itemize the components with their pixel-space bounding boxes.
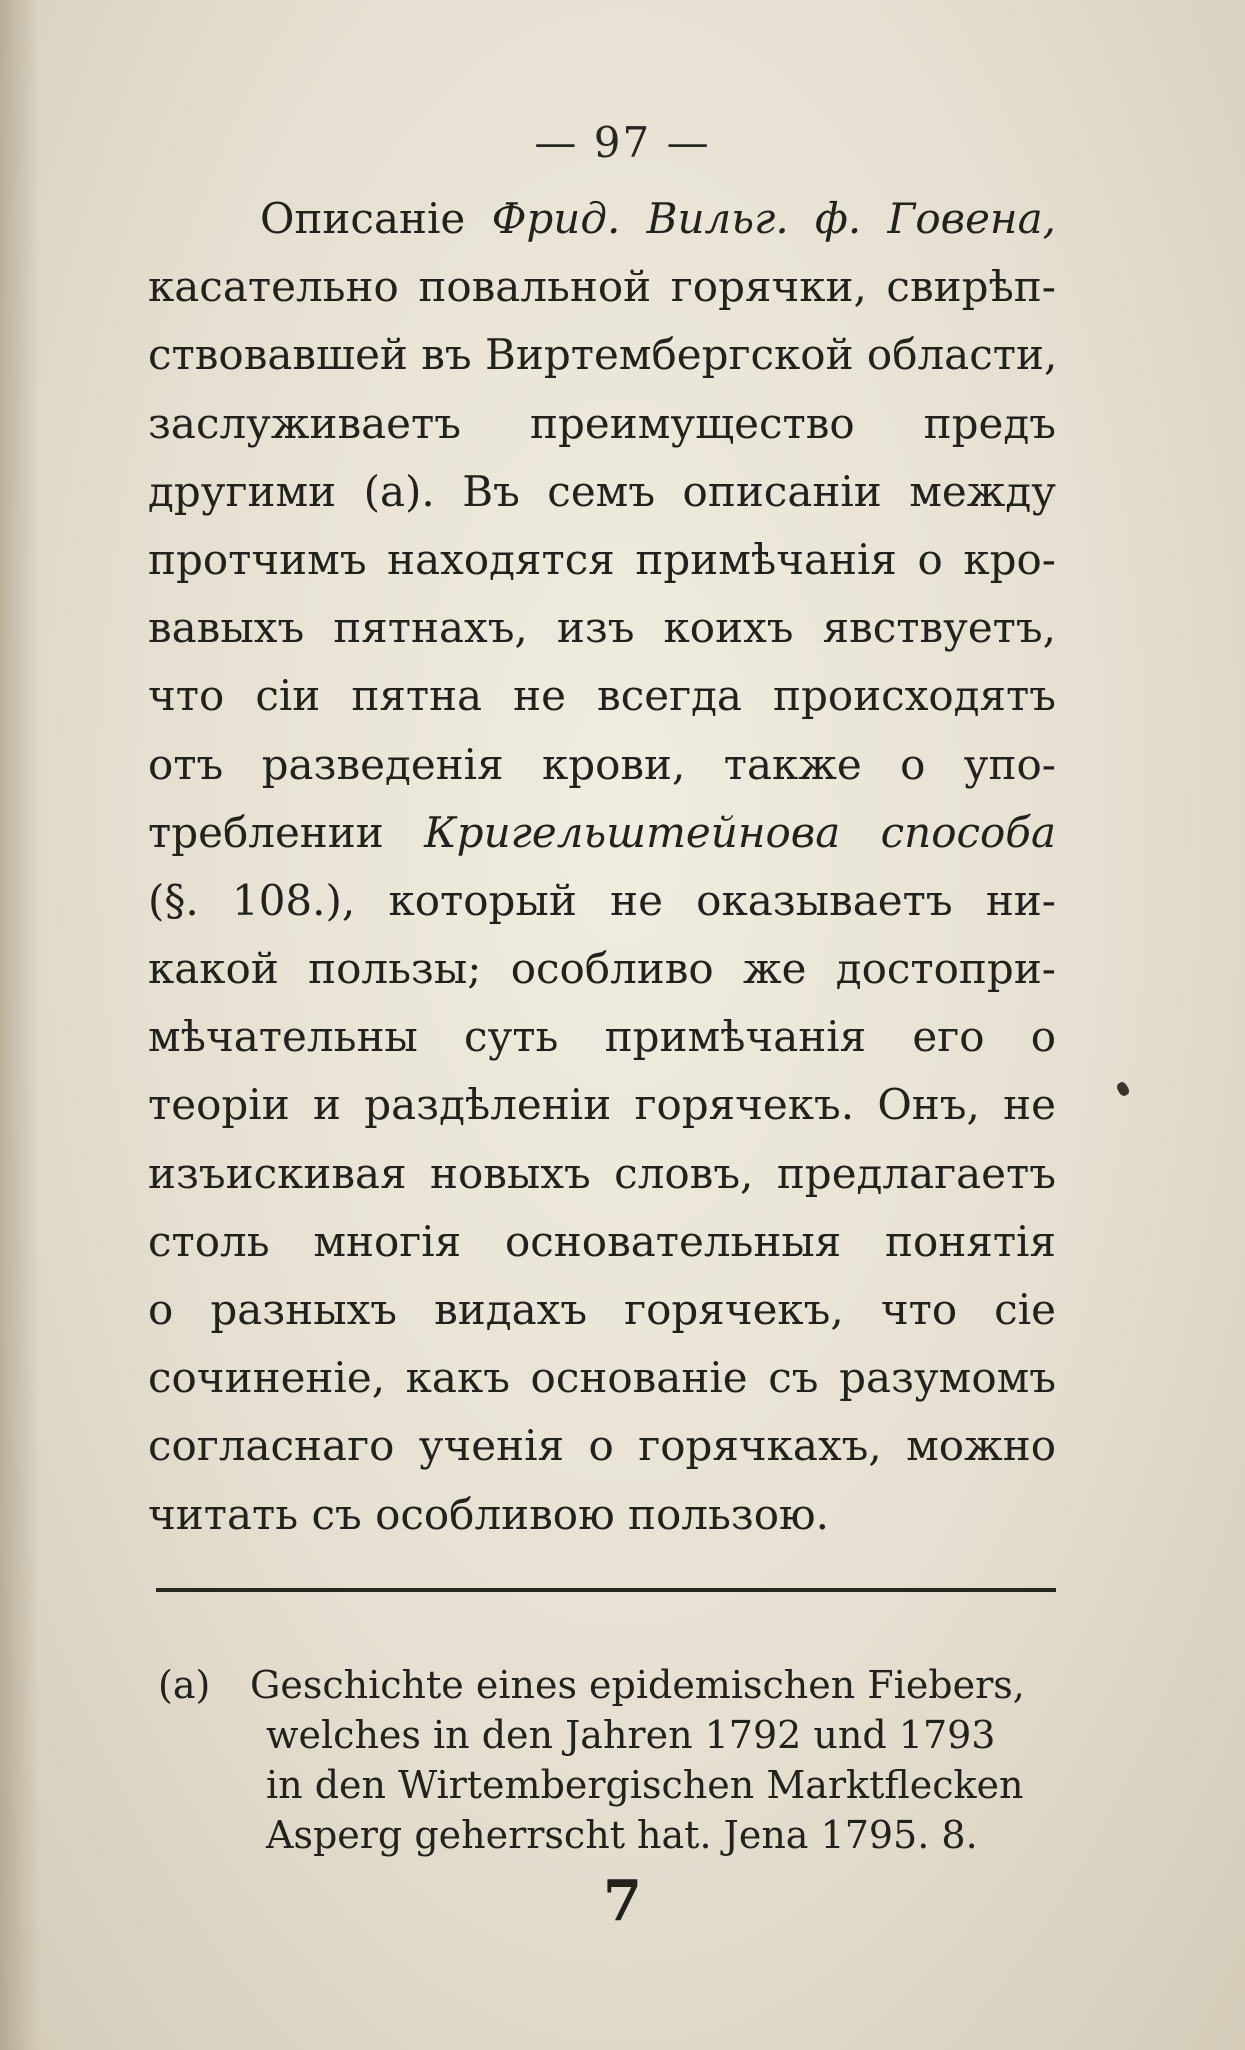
page-number: — 97 —: [534, 118, 711, 167]
footnote-mark: (a): [158, 1663, 211, 1707]
text-line: сочиненіе, какъ основаніе съ разумомъ: [148, 1353, 1056, 1403]
text-line: вавыхъ пятнахъ, изъ коихъ явствуетъ,: [148, 603, 1056, 653]
text-line: ствовавшей въ Виртембергской области,: [148, 330, 1058, 380]
footnote-line: (a) Geschichte eines epidemischen Fiebers,: [158, 1660, 1078, 1710]
text-line: Описаніе Фрид. Вильг. ф. Говена,: [260, 194, 1056, 243]
footnote: [158, 1660, 1078, 1860]
text-line: протчимъ находятся примѣчанія о кро-: [148, 534, 1056, 584]
footnote-line: Asperg geherrscht hat. Jena 1795. 8.: [266, 1813, 978, 1857]
text-line: заслуживаетъ преимущество предъ: [148, 398, 1056, 448]
footnote-rule: [156, 1588, 1056, 1592]
text-line: читать съ особливою пользою.: [148, 1489, 829, 1539]
binding-shadow: [0, 0, 40, 2050]
text-line: (§. 108.), который не оказываетъ ни-: [148, 875, 1056, 925]
footnote-line: welches in den Jahren 1792 und 1793: [266, 1713, 996, 1757]
text-line: изъискивая новыхъ словъ, предлагаетъ: [148, 1148, 1056, 1198]
body-text: [148, 185, 1056, 1549]
text-line: какой пользы; особливо же достопри-: [148, 944, 1056, 994]
text-line: треблении Кригельштейнова способа: [148, 807, 1056, 857]
text-line: отъ разведенія крови, также о упо-: [148, 739, 1056, 789]
text-line: мѣчательны суть примѣчанія его о: [148, 1012, 1056, 1062]
footnote-line: in den Wirtembergischen Marktflecken: [266, 1763, 1024, 1807]
text-line: о разныхъ видахъ горячекъ, что сіе: [148, 1285, 1056, 1334]
text-line: касательно повальной горячки, свирѣп-: [148, 262, 1056, 312]
ink-speck: [1115, 1080, 1131, 1097]
text-line: согласнаго ученія о горячкахъ, можно: [148, 1421, 1056, 1471]
text-line: другими (а). Въ семъ описаніи между: [148, 466, 1056, 516]
text-line: теоріи и раздѣленіи горячекъ. Онъ, не: [148, 1080, 1056, 1130]
text-line: столь многія основательныя понятія: [148, 1216, 1056, 1266]
text-line: что сіи пятна не всегда происходятъ: [148, 671, 1056, 721]
signature-mark: 7: [603, 1868, 642, 1934]
